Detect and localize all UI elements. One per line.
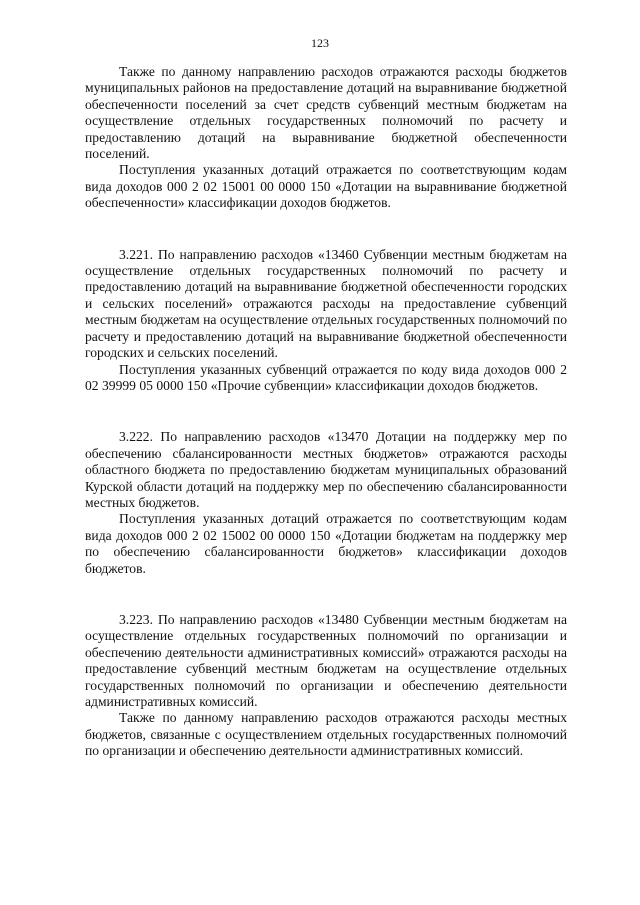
- paragraph: Поступления указанных субвенций отражается по коду вида доходов 000 2 02 39999 05 0000 150 «Прочие субвенции» классификации доходов бюджетов.: [85, 361, 567, 393]
- paragraph: Также по данному направлению расходов отражаются расходы бюджетов муниципальных районов на предоставление дотаций на выравнивание бюджетной обеспеченности поселений за счет средств субвенций местным бюджетам на осуществление отдельных государственных полномочий по расчету и предоставлению дотаций на выравнивание бюджетной обеспеченности поселений.: [85, 64, 567, 162]
- paragraph: Также по данному направлению расходов отражаются расходы местных бюджетов, связанные с осуществлением отдельных государственных полномочий по организации и обеспечению деятельности административных комиссий.: [85, 710, 567, 759]
- section-gap: [85, 394, 567, 429]
- paragraph: 3.223. По направлению расходов «13480 Субвенции местным бюджетам на осуществление отдельных государственных полномочий по организации и обеспечению деятельности административных комиссий» отражаются расходы на предоставление субвенций местным бюджетам на осуществление отдельных государственных полномочий по организации и обеспечению деятельности административных комиссий.: [85, 611, 567, 709]
- document-body: [85, 64, 567, 760]
- page-number: 123: [311, 36, 329, 50]
- paragraph: Поступления указанных дотаций отражается по соответствующим кодам вида доходов 000 2 02 15001 00 0000 150 «Дотации на выравнивание бюджетной обеспеченности» классификации доходов бюджетов.: [85, 162, 567, 211]
- section-gap: [85, 212, 567, 247]
- paragraph: 3.221. По направлению расходов «13460 Субвенции местным бюджетам на осуществление отдельных государственных полномочий по расчету и предоставлению дотаций на выравнивание бюджетной обеспеченности городских и сельских поселений» отражаются расходы на предоставление субвенций местным бюджетам на осуществление отдельных государственных полномочий по расчету и предоставлению дотаций на выравнивание бюджетной обеспеченности городских и сельских поселений.: [85, 246, 567, 361]
- paragraph: 3.222. По направлению расходов «13470 Дотации на поддержку мер по обеспечению сбалансированности местных бюджетов» отражаются расходы областного бюджета по предоставлению бюджетам муниципальных образований Курской области дотаций на поддержку мер по обеспечению сбалансированности местных бюджетов.: [85, 429, 567, 510]
- section-gap: [85, 577, 567, 612]
- paragraph: Поступления указанных дотаций отражается по соответствующим кодам вида доходов 000 2 02 15002 00 0000 150 «Дотации бюджетам на поддержку мер по обеспечению сбалансированности бюджетов» классификации доходов бюджетов.: [85, 511, 567, 576]
